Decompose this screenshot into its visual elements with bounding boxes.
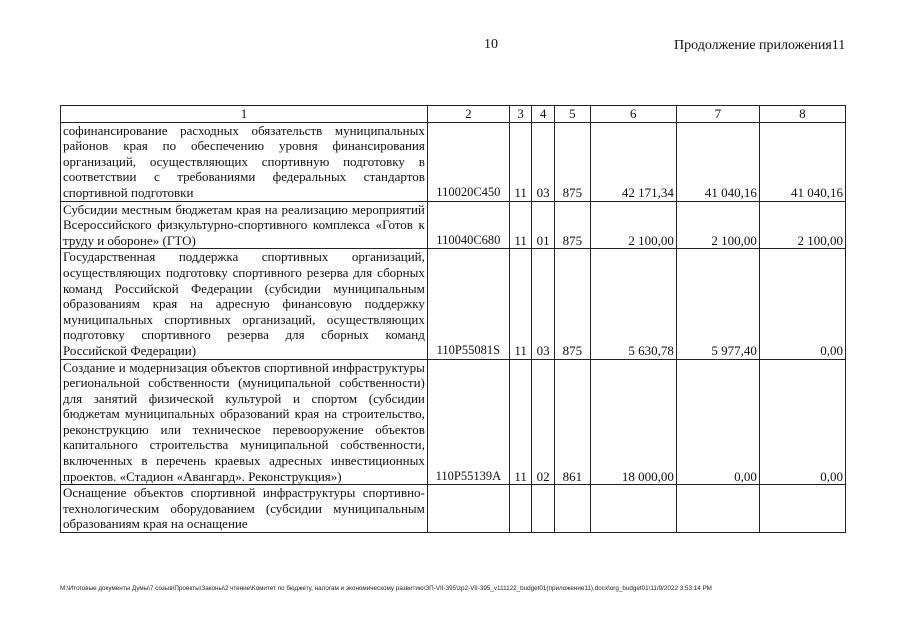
row-subsection: 02 — [532, 359, 555, 485]
row-code: 110020С450 — [427, 122, 509, 201]
row-sum-col6: 18 000,00 — [590, 359, 676, 485]
column-number: 6 — [590, 106, 676, 123]
column-number: 8 — [759, 106, 845, 123]
column-number: 1 — [61, 106, 428, 123]
row-sum-col8 — [759, 485, 845, 533]
row-description: Создание и модернизация объектов спортивной инфраструктуры региональной собственности (муниципальной собственности) для занятий физической культурой и спортом (субсидии бюджетам муниципальных образований края на строительство, реконструкцию или техническое перевооружение объектов капитального строительства муниципальной собственности, включенных в перечень краевых адресных инвестиционных проектов. «Стадион «Авангард». Реконструкция») — [61, 359, 428, 485]
row-description: Оснащение объектов спортивной инфраструктуры спортивно-технологическим оборудованием (субсидии муниципальным образованиям края на оснащение — [61, 485, 428, 533]
row-expense-type — [554, 485, 590, 533]
document-path-footer: М:\Итоговые документы Думы\7 созыв\Проекты\Законы\2 чтение\Комитет по бюджету, налогам и экономическому развитию\ЗП-VII-395\zp2-VII-395_v111122_budget01(приложение11).docx\org_budget01\11/9/2022 3:53:14 PM — [60, 585, 712, 592]
row-sum-col7 — [676, 485, 759, 533]
row-expense-type: 875 — [554, 201, 590, 249]
page-number: 10 — [484, 37, 498, 52]
column-number: 4 — [532, 106, 555, 123]
row-sum-col8: 0,00 — [759, 359, 845, 485]
row-section: 11 — [509, 122, 532, 201]
column-number: 5 — [554, 106, 590, 123]
row-subsection: 03 — [532, 249, 555, 359]
row-description: софинансирование расходных обязательств муниципальных районов края по обеспечению уровня финансирования организаций, осуществляющих спортивную подготовку в соответствии с требованиями федеральных стандартов спортивной подготовки — [61, 122, 428, 201]
row-sum-col7: 0,00 — [676, 359, 759, 485]
table-row — [61, 249, 846, 359]
row-code: 110Р55139А — [427, 359, 509, 485]
row-sum-col7: 41 040,16 — [676, 122, 759, 201]
row-sum-col7: 2 100,00 — [676, 201, 759, 249]
table-row — [61, 359, 846, 485]
row-expense-type: 861 — [554, 359, 590, 485]
budget-table — [60, 105, 846, 533]
column-number: 3 — [509, 106, 532, 123]
row-sum-col6: 42 171,34 — [590, 122, 676, 201]
row-subsection: 01 — [532, 201, 555, 249]
row-expense-type: 875 — [554, 249, 590, 359]
row-sum-col6: 2 100,00 — [590, 201, 676, 249]
row-sum-col6: 5 630,78 — [590, 249, 676, 359]
table-row — [61, 485, 846, 533]
row-sum-col8: 2 100,00 — [759, 201, 845, 249]
row-code: 110Р55081S — [427, 249, 509, 359]
row-sum-col8: 41 040,16 — [759, 122, 845, 201]
row-expense-type: 875 — [554, 122, 590, 201]
row-sum-col6 — [590, 485, 676, 533]
row-subsection — [532, 485, 555, 533]
table-row — [61, 201, 846, 249]
row-description: Государственная поддержка спортивных организаций, осуществляющих подготовку спортивного резерва для сборных команд Российской Федерации (субсидии муниципальным образованиям края на адресную финансовую поддержку муниципальных спортивных организаций, осуществляющих подготовку спортивного резерва для сборных команд Российской Федерации) — [61, 249, 428, 359]
row-section: 11 — [509, 359, 532, 485]
table-header-row — [61, 106, 846, 123]
row-section: 11 — [509, 249, 532, 359]
table-row — [61, 122, 846, 201]
row-sum-col7: 5 977,40 — [676, 249, 759, 359]
appendix-continuation-title: Продолжение приложения11 — [674, 38, 846, 53]
column-number: 2 — [427, 106, 509, 123]
row-code: 110040С680 — [427, 201, 509, 249]
row-sum-col8: 0,00 — [759, 249, 845, 359]
column-number: 7 — [676, 106, 759, 123]
row-description: Субсидии местным бюджетам края на реализацию мероприятий Всероссийского физкультурно-спортивного комплекса «Готов к труду и обороне» (ГТО) — [61, 201, 428, 249]
row-subsection: 03 — [532, 122, 555, 201]
row-section — [509, 485, 532, 533]
row-code — [427, 485, 509, 533]
row-section: 11 — [509, 201, 532, 249]
